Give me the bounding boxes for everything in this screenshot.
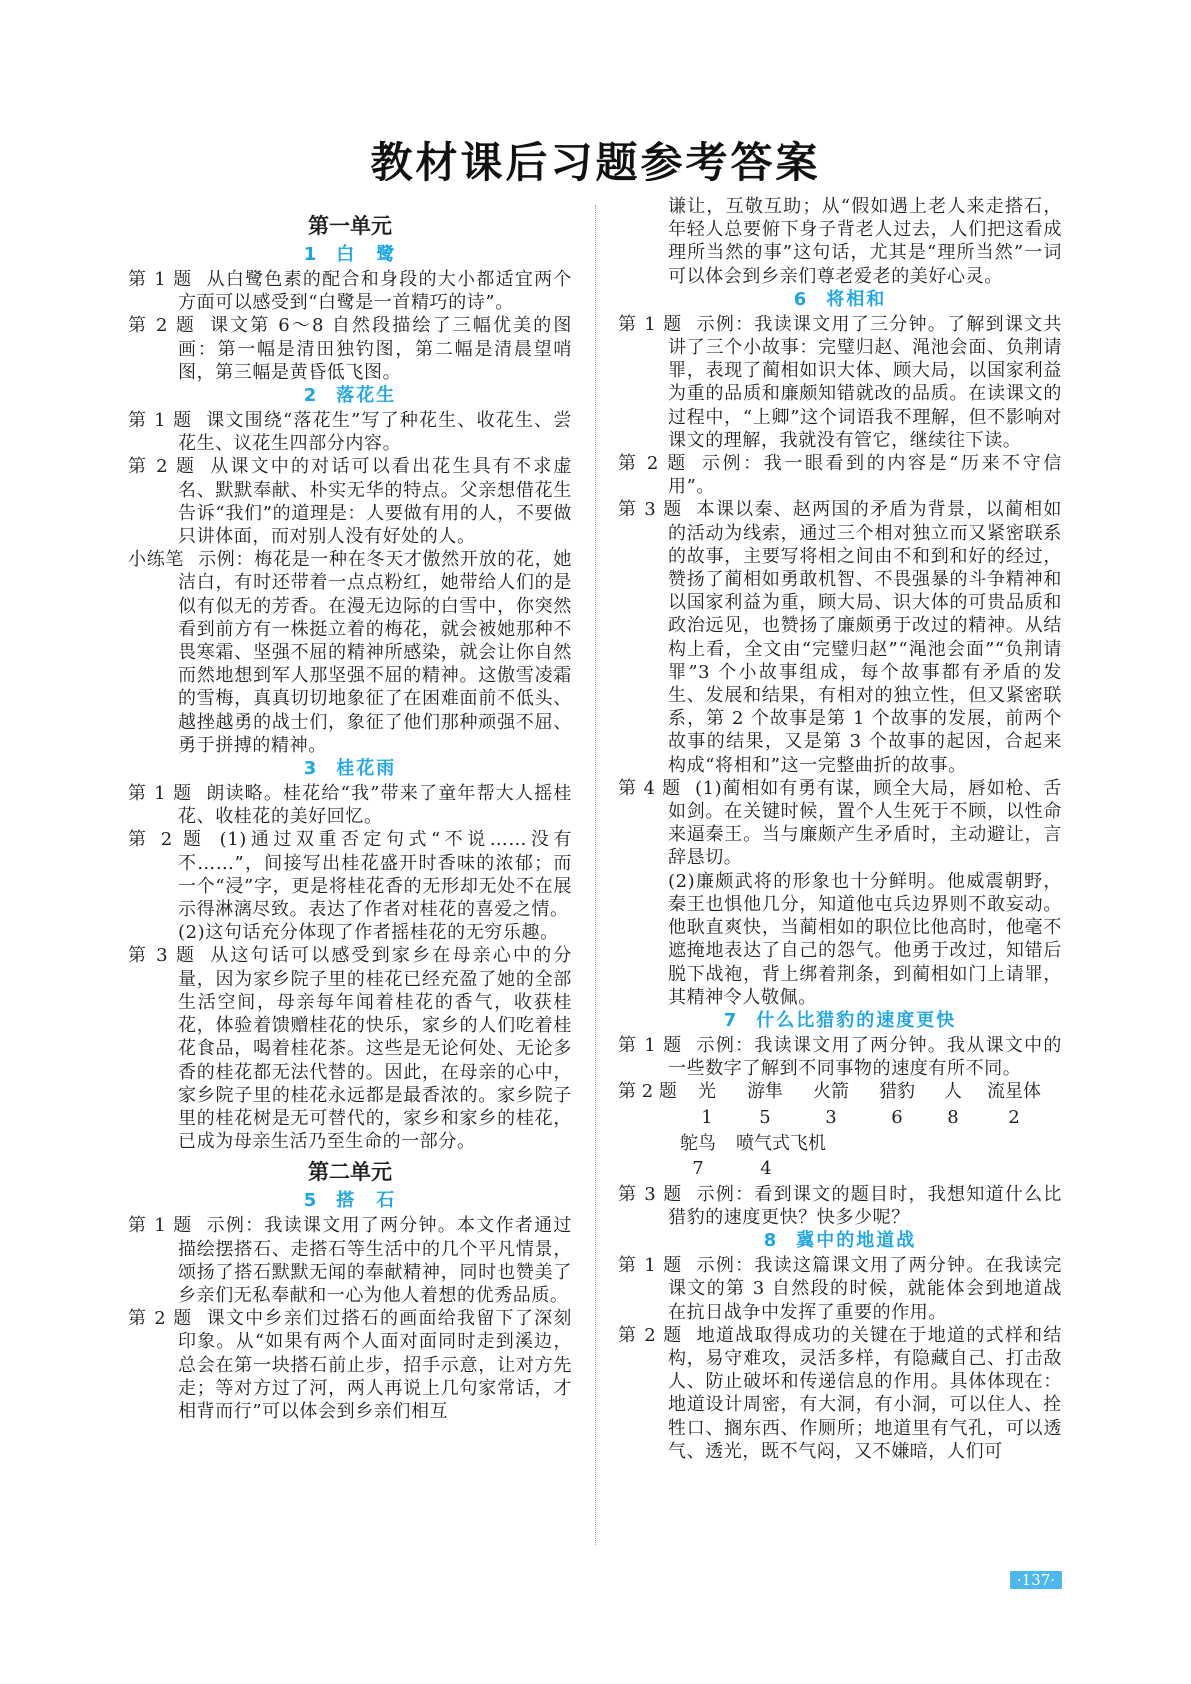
- question-label: 第 2 题: [128, 1308, 193, 1330]
- column-divider: [595, 205, 596, 1545]
- unit-title: 第二单元: [308, 1160, 392, 1185]
- question-label: 第 2 题: [128, 315, 197, 337]
- answer-item: [618, 1034, 1062, 1080]
- answer-subpart: (2)这句话充分体现了作者摇桂花的无穷乐趣。: [178, 922, 559, 944]
- answer-item: [618, 1183, 1062, 1229]
- question-label: 第 2 题: [128, 456, 197, 478]
- answer-item: [128, 314, 572, 384]
- question-label: 第 1 题: [128, 410, 193, 432]
- answer-text: 从这句话可以感受到家乡在母亲心中的分量，因为家乡院子里的桂花已经充盈了她的全部生活空间，母亲每年闻着桂花的香气，收获桂花，体验着馈赠桂花的快乐，家乡的人们吃着桂花食品，喝着桂花茶。这些是无论何处、无论多香的桂花都无法代替的。因此，在母亲的心中，家乡院子里的桂花永远都是最香浓的。家乡院子里的桂花树是无可替代的，家乡和家乡的桂花，已成为母亲生活乃至生命的一部分。: [178, 945, 572, 1153]
- answer-item: [128, 409, 572, 455]
- left-column: [128, 207, 572, 1423]
- answer-item: [128, 782, 572, 828]
- lesson-name: 冀中的地道战: [796, 1230, 917, 1252]
- lesson-heading: [128, 757, 572, 781]
- answer-text: 课文第 6～8 自然段描绘了三幅优美的图画：第一幅是清田独钓图，第二幅是清晨望哨图，第三幅是黄昏低飞图。: [178, 315, 572, 383]
- answer-item: [128, 1214, 572, 1307]
- answer-item: [618, 452, 1062, 498]
- answer-text: 地道战取得成功的关键在于地道的式样和结构，易守难攻，灵活多样，有隐藏自己、打击敌人、防止破坏和传递信息的作用。具体体现在：地道设计周密，有大洞，有小洞，可以住人、拴牲口、搁东西、作厕所；地道里有气孔，可以透气、透光，既不气闷，又不嫌暗，人们可: [668, 1324, 1062, 1462]
- lesson-heading: [128, 384, 572, 408]
- speed-rank: 3: [825, 1106, 837, 1128]
- answer-text: 本课以秦、赵两国的矛盾为背景，以蔺相如的活动为线索，通过三个相对独立而又紧密联系的故事，主要写将相之间由不和到和好的经过，赞扬了蔺相如勇敢机智、不畏强暴的斗争精神和以国家利益为重，顾大局、识大体的可贵品质和政治远见，也赞扬了廉颇勇于改过的精神。从结构上看，全文由“完璧归赵”“渑池会面”“负荆请罪”3 个小故事组成，每个故事都有矛盾的发生、发展和结果，有相对的独立性，但又紧密联系，第 2 个故事是第 1 个故事的发展，前两个故事的结果，又是第 3 个故事的起因，合起来构成“将相和”这一完整曲折的故事。: [668, 499, 1062, 776]
- question-label: 第 1 题: [618, 1255, 683, 1277]
- question-label: 小练笔: [128, 549, 185, 571]
- speed-item-name: 鸵鸟: [680, 1132, 716, 1154]
- question-label: 第 2 题: [618, 1081, 677, 1103]
- speed-rank: 1: [701, 1106, 713, 1128]
- lesson-name: 桂花雨: [336, 758, 397, 780]
- speed-rank: 4: [760, 1157, 772, 1179]
- speed-rank: 8: [947, 1106, 959, 1128]
- lesson-heading: [128, 1189, 572, 1213]
- lesson-number: 3: [303, 758, 319, 780]
- answer-item: [618, 777, 1062, 870]
- answer-text: 朗读略。桂花给“我”带来了童年帮大人摇桂花、收桂花的美好回忆。: [178, 783, 572, 828]
- speed-item-name: 游隼: [747, 1081, 783, 1103]
- question-label: 第 4 题: [618, 777, 681, 799]
- answer-continuation: 谦让，互敬互助；从“假如遇上老人来走搭石，年轻人总要俯下身子背老人过去，人们把这看成理所当然的事”这句话，尤其是“理所当然”一词可以体会到乡亲们尊老爱老的美好心灵。: [668, 196, 1062, 287]
- speed-rank: 2: [1008, 1106, 1020, 1128]
- question-label: 第 3 题: [618, 1183, 683, 1205]
- answer-text: 课文中乡亲们过搭石的画面给我留下了深刻印象。从“如果有两个人面对面同时走到溪边，总会在第一块搭石前止步，招手示意，让对方先走；等对方过了河，两人再说上几句家常话，才相背而行”可以体会到乡亲们相互: [178, 1308, 572, 1422]
- answer-item: [128, 1307, 572, 1423]
- answer-text: 示例：我读课文用了三分钟。了解到课文共讲了三个小故事：完璧归赵、渑池会面、负荆请罪，表现了蔺相如识大体、顾大局，以国家利益为重的品质和廉颇知错就改的品质。在读课文的过程中，“上卿”这个词语我不理解，但不影响对课文的理解，我就没有管它，继续往下读。: [668, 313, 1062, 451]
- question-label: 第 1 题: [128, 269, 193, 290]
- answer-text: (1)蔺相如有勇有谋，顾全大局，唇如枪、舌如剑。在关键时候，置个人生死于不顾，以性命来逼秦王。当与廉颇产生矛盾时，主动避让，言辞恳切。: [668, 777, 1062, 869]
- answer-item: [618, 313, 1062, 452]
- lesson-number: 2: [303, 385, 319, 407]
- lesson-name: 白 鹭: [336, 244, 397, 265]
- lesson-name: 将相和: [826, 288, 887, 310]
- answer-text: 示例：我读这篇课文用了两分钟。在我读完课文的第 3 自然段的时候，就能体会到地道战在抗日战争中发挥了重要的作用。: [668, 1255, 1062, 1323]
- answer-text: 示例：我读课文用了两分钟。我从课文中的一些数字了解到不同事物的速度有所不同。: [668, 1034, 1062, 1080]
- answer-text: 示例：看到课文的题目时，我想知道什么比猎豹的速度更快？快多少呢？: [668, 1183, 1062, 1228]
- page-title: 教材课后习题参考答案: [370, 138, 821, 187]
- lesson-number: 8: [763, 1230, 779, 1252]
- answer-text: 从白鹭色素的配合和身段的大小都适宜两个方面可以感受到“白鹭是一首精巧的诗”。: [178, 269, 572, 314]
- answer-text: 从课文中的对话可以看出花生具有不求虚名、默默奉献、朴实无华的特点。父亲想借花生告诉“我们”的道理是：人要做有用的人，不要做只讲体面，而对别人没有好处的人。: [178, 456, 572, 548]
- question-label: 第 3 题: [128, 945, 197, 967]
- speed-rank: 5: [759, 1106, 771, 1128]
- speed-item-name: 喷气式飞机: [736, 1132, 826, 1154]
- lesson-name: 落花生: [336, 385, 397, 407]
- lesson-heading: [618, 1229, 1062, 1253]
- question-label: 第 1 题: [618, 1034, 683, 1056]
- speed-names-row-2: [618, 1132, 1062, 1155]
- answer-item: [128, 828, 572, 921]
- lesson-heading: [618, 1009, 1062, 1033]
- lesson-heading: [128, 243, 572, 267]
- lesson-name: 搭 石: [336, 1190, 397, 1212]
- lesson-name: 什么比猎豹的速度更快: [756, 1009, 957, 1031]
- answer-item: [618, 1324, 1062, 1463]
- answer-item: [128, 548, 572, 757]
- answer-text: 示例：梅花是一种在冬天才傲然开放的花，她洁白，有时还带着一点点粉红，她带给人们的是似有似无的芳香。在漫无边际的白雪中，你突然看到前方有一株挺立着的梅花，就会被她那种不畏寒霜、坚强不屈的精神所感染，就会让你自然而然地想到军人那坚强不屈的精神。这傲雪凌霜的雪梅，真真切切地象征了在困难面前不低头、越挫越勇的战士们，象征了他们那种顽强不屈、勇于拼搏的精神。: [178, 549, 572, 756]
- answer-item: [128, 944, 572, 1153]
- page-number-badge: ·137·: [1010, 1571, 1062, 1589]
- speed-item-name: 火箭: [813, 1081, 849, 1103]
- speed-names-row-1: [618, 1080, 1062, 1103]
- speed-rank: 6: [891, 1106, 903, 1128]
- question-label: 第 2 题: [618, 453, 688, 475]
- answer-subpart: (2)廉颇武将的形象也十分鲜明。他威震朝野，秦王也惧他几分，知道他屯兵边界则不敢妄动。他耿直爽快，当蔺相如的职位比他高时，他毫不遮掩地表达了自己的怨气。他勇于改过，知错后脱下战袍，背上绑着荆条，到蔺相如门上请罪，其精神令人敬佩。: [668, 870, 1062, 1008]
- lesson-number: 6: [793, 288, 809, 310]
- unit-title: 第一单元: [308, 214, 392, 238]
- speed-item-name: 人: [944, 1081, 962, 1103]
- lesson-heading: [618, 288, 1062, 312]
- question-label: 第 1 题: [128, 1215, 193, 1237]
- lesson-number: 7: [723, 1009, 739, 1031]
- speed-item-name: 流星体: [987, 1081, 1041, 1103]
- answer-item: [128, 455, 572, 548]
- right-column: [618, 195, 1062, 1463]
- speed-ranking: [618, 1080, 1062, 1182]
- speed-item-name: 光: [698, 1081, 716, 1103]
- answer-text: 示例：我读课文用了两分钟。本文作者通过描绘摆搭石、走搭石等生活中的几个平凡情景，颂扬了搭石默默无闻的奉献精神，同时也赞美了乡亲们无私奉献和一心为他人着想的优秀品质。: [178, 1215, 572, 1306]
- question-label: 第 3 题: [618, 499, 683, 521]
- question-label: 第 2 题: [128, 829, 206, 851]
- answer-text: (1)通过双重否定句式“不说……没有不……”，间接写出桂花盛开时香味的浓郁；而一个“浸”字，更是将桂花香的无形却无处不在展示得淋漓尽致。表达了作者对桂花的喜爱之情。: [178, 829, 572, 921]
- answer-item: [128, 268, 572, 314]
- answer-item: [618, 1254, 1062, 1324]
- lesson-number: 5: [303, 1190, 319, 1212]
- speed-ranks-row-2: [618, 1155, 1062, 1183]
- question-label: 第 2 题: [618, 1324, 683, 1346]
- answer-item: [618, 498, 1062, 776]
- answer-text: 课文围绕“落花生”写了种花生、收花生、尝花生、议花生四部分内容。: [178, 410, 572, 455]
- question-label: 第 1 题: [618, 313, 683, 335]
- question-label: 第 1 题: [128, 783, 193, 805]
- speed-ranks-row-1: [618, 1104, 1062, 1132]
- lesson-number: 1: [303, 244, 319, 265]
- speed-item-name: 猎豹: [879, 1081, 915, 1103]
- answer-text: 示例：我一眼看到的内容是“历来不守信用”。: [668, 453, 1062, 498]
- speed-rank: 7: [692, 1157, 704, 1179]
